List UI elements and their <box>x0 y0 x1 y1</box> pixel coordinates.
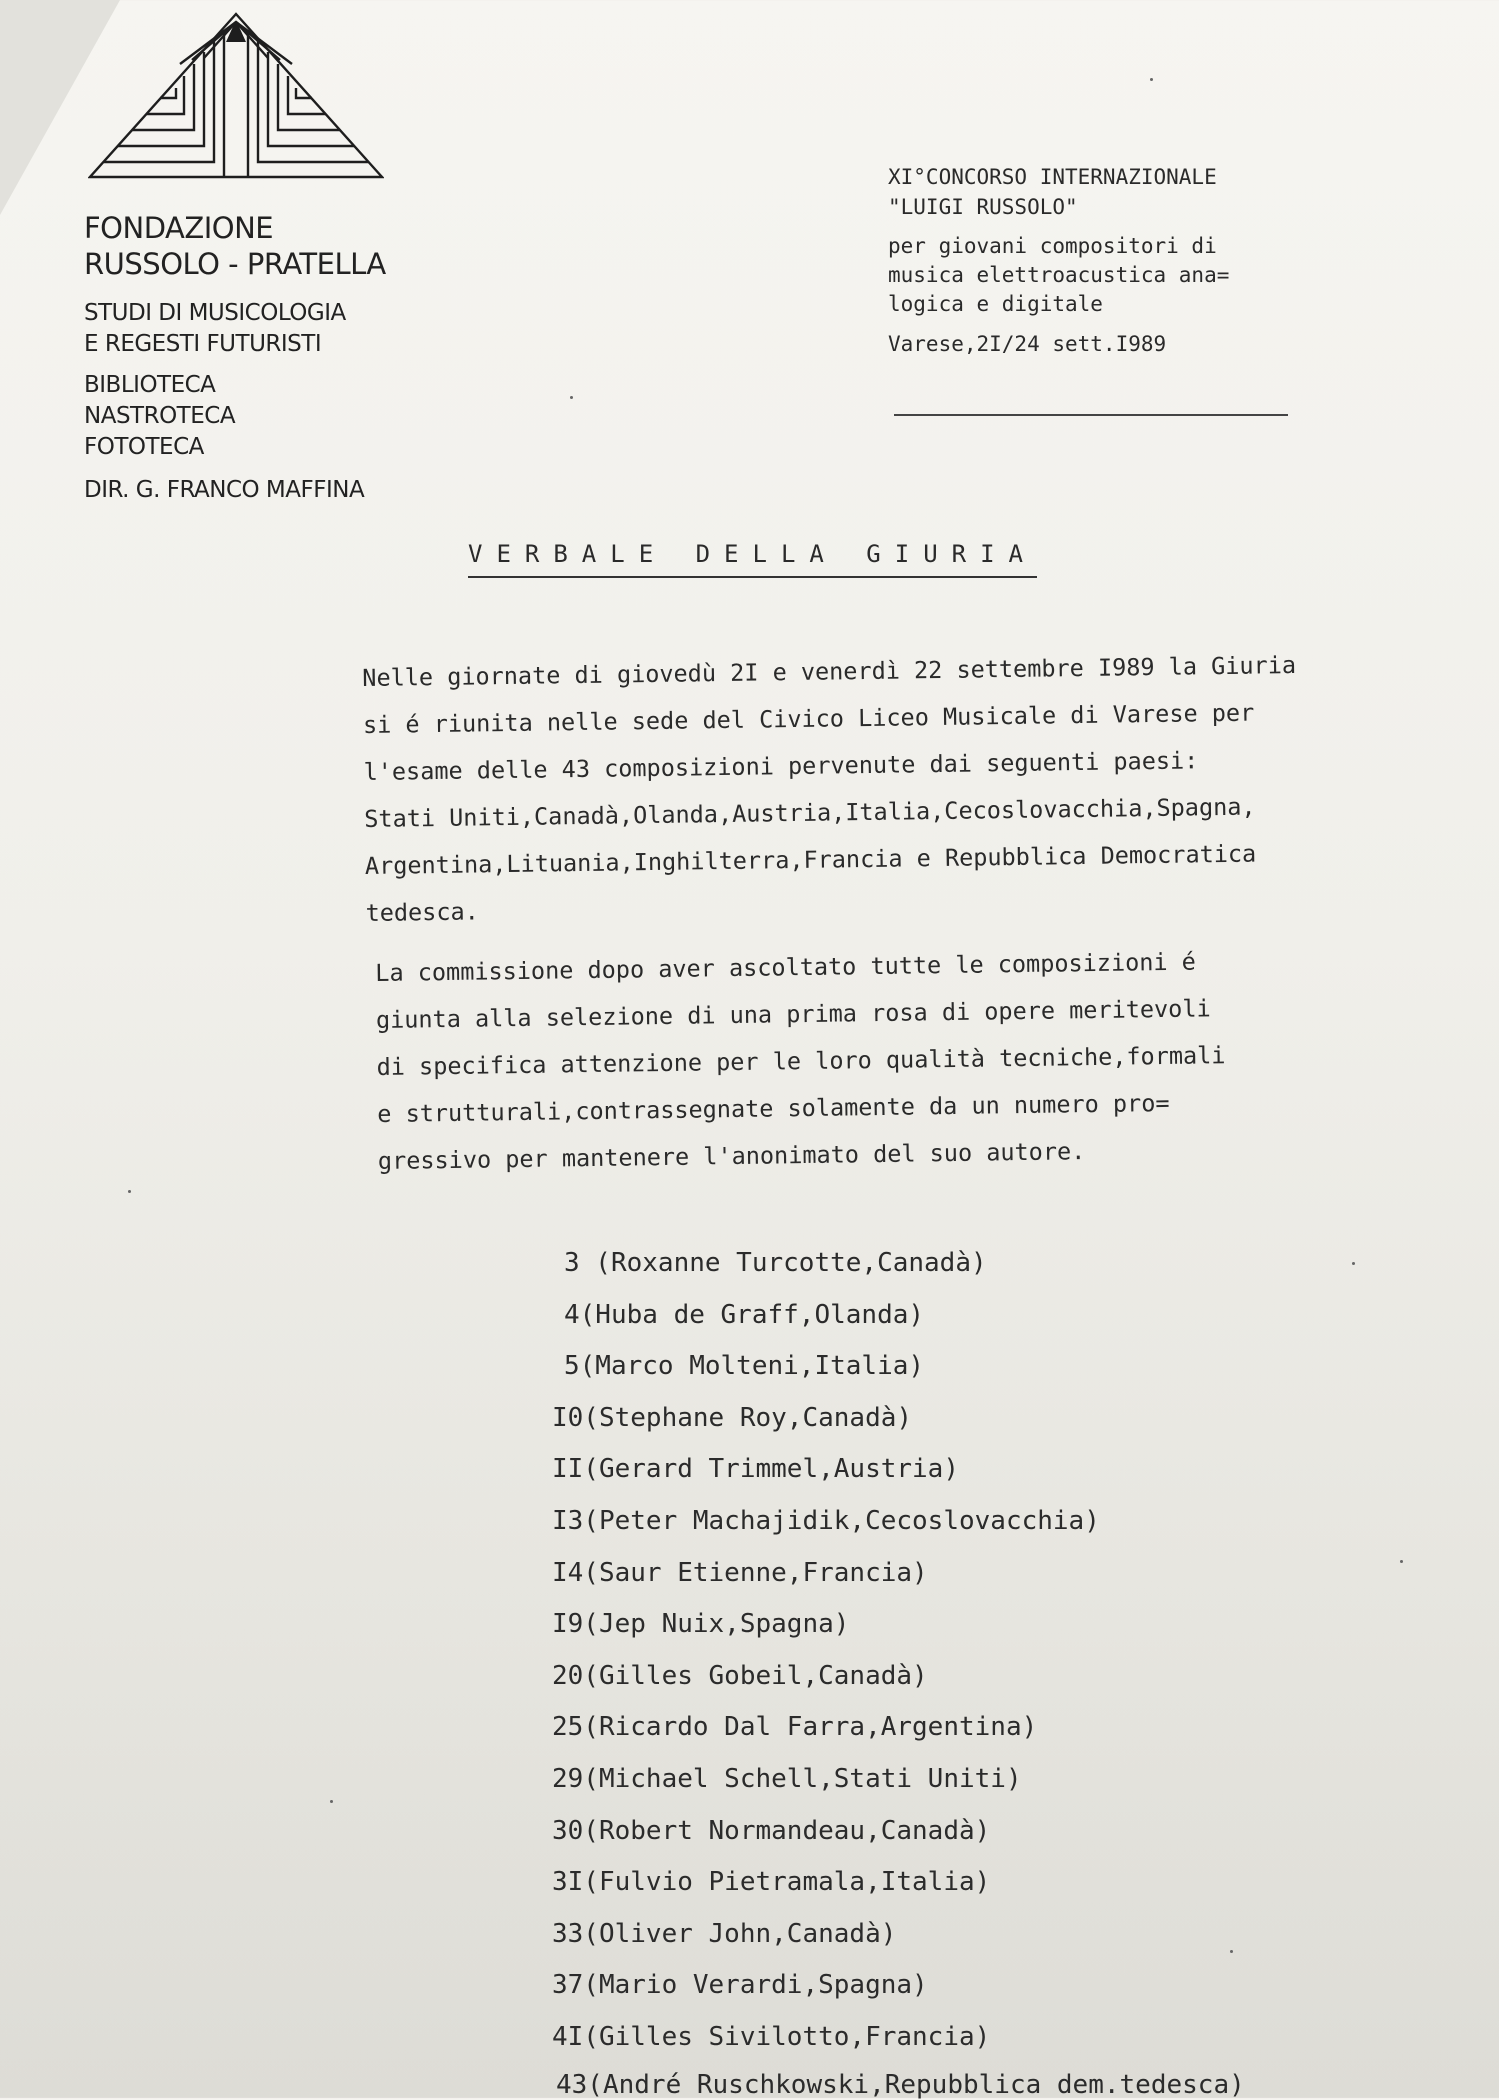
paragraph-line: Argentina,Lituania,Inghilterra,Francia e Repubblica Democratica <box>364 839 1257 880</box>
foundation-archives <box>84 370 386 463</box>
foundation-logo-icon <box>88 12 384 182</box>
list-item: 37(Mario Verardi,Spagna) <box>552 1970 928 2001</box>
paragraph-line: l'esame delle 43 composizioni pervenute dai seguenti paesi: <box>363 746 1199 786</box>
paragraph-session <box>362 640 1426 937</box>
list-item: I9(Jep Nuix,Spagna) <box>552 1609 850 1640</box>
document-title: VERBALE DELLA GIURIA <box>468 540 1037 578</box>
list-item: 3 (Roxanne Turcotte,Canadà) <box>564 1248 987 1278</box>
paragraph-line: Stati Uniti,Canadà,Olanda,Austria,Italia,Cecoslovacchia,Spagna, <box>364 792 1256 833</box>
list-item: I3(Peter Machajidik,Cecoslovacchia) <box>552 1505 1100 1536</box>
list-item: 30(Robert Normandeau,Canadà) <box>552 1815 991 1846</box>
list-item: I4(Saur Etienne,Francia) <box>552 1557 928 1588</box>
list-item: 3I(Fulvio Pietramala,Italia) <box>552 1867 991 1898</box>
foundation-name-line1: FONDAZIONE <box>84 211 274 245</box>
archive-photo-library: FOTOTECA <box>84 434 204 460</box>
list-item: 5(Marco Molteni,Italia) <box>564 1351 925 1382</box>
paper-speck <box>330 1800 333 1803</box>
paragraph-line: di specifica attenzione per le loro qualità tecniche,formali <box>376 1041 1226 1081</box>
contest-line1: XI°CONCORSO INTERNAZIONALE <box>888 165 1217 189</box>
contest-date: Varese,2I/24 sett.I989 <box>888 332 1167 356</box>
paragraph-selection <box>375 935 1438 1185</box>
foundation-studies <box>84 298 386 360</box>
list-item: 29(Michael Schell,Stati Uniti) <box>552 1763 1022 1794</box>
paragraph-line: Nelle giornate di giovedù 2I e venerdì 22 settembre I989 la Giuria <box>362 650 1297 692</box>
list-item: II(Gerard Trimmel,Austria) <box>552 1454 959 1485</box>
contest-desc-line: per giovani compositori di <box>888 234 1217 258</box>
list-item: 4I(Gilles Sivilotto,Francia) <box>552 2021 991 2052</box>
studies-line2: E REGESTI FUTURISTI <box>84 331 322 357</box>
paragraph-line: giunta alla selezione di una prima rosa di opere meritevoli <box>375 994 1211 1034</box>
list-item-cut-off: 43(André Ruschkowski,Repubblica dem.tedesca) <box>556 2070 1245 2100</box>
paragraph-line: La commissione dopo aver ascoltato tutte le composizioni é <box>375 947 1197 987</box>
contest-desc-line: logica e digitale <box>888 292 1103 316</box>
foundation-name-line2: RUSSOLO - PRATELLA <box>84 247 386 281</box>
paragraph-line: gressivo per mantenere l'anonimato del suo autore. <box>377 1137 1086 1175</box>
paper-speck <box>1400 1560 1403 1563</box>
paragraph-line: e strutturali,contrassegnate solamente da un numero pro= <box>377 1088 1170 1128</box>
archive-tape-library: NASTROTECA <box>84 403 236 429</box>
list-item: 4(Huba de Graff,Olanda) <box>564 1299 925 1330</box>
contest-desc-line: musica elettroacustica ana= <box>888 263 1230 287</box>
contest-header <box>888 162 1229 359</box>
list-item: I0(Stephane Roy,Canadà) <box>552 1402 913 1433</box>
paper-speck <box>1352 1262 1355 1265</box>
contest-divider <box>894 414 1288 416</box>
paper-speck <box>570 396 573 399</box>
list-item: 25(Ricardo Dal Farra,Argentina) <box>552 1712 1038 1743</box>
list-item: 20(Gilles Gobeil,Canadà) <box>552 1660 928 1691</box>
studies-line1: STUDI DI MUSICOLOGIA <box>84 300 346 326</box>
paper-speck <box>1230 1950 1233 1953</box>
contest-description <box>888 232 1229 319</box>
paragraph-line: si é riunita nelle sede del Civico Liceo Musicale di Varese per <box>362 698 1255 739</box>
paper-speck <box>128 1190 131 1193</box>
foundation-info <box>84 210 386 506</box>
contest-line2: "LUIGI RUSSOLO" <box>888 195 1078 219</box>
paragraph-line: tedesca. <box>365 897 479 927</box>
archive-library: BIBLIOTECA <box>84 372 216 398</box>
paper-speck <box>1150 78 1153 81</box>
foundation-director: DIR. G. FRANCO MAFFINA <box>84 477 365 503</box>
list-item: 33(Oliver John,Canadà) <box>552 1918 897 1949</box>
selected-compositions-list <box>552 1238 1100 2064</box>
